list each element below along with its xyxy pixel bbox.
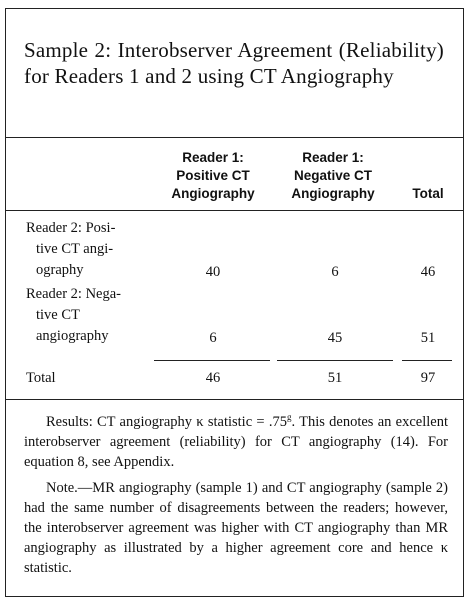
table-cell: 40 [205,264,221,280]
column-header-line: Angiography [291,186,375,201]
row-label-total [26,368,146,389]
table-cell: 51 [327,370,343,386]
results-text-continued: . This denotes an excellent interobserver agreement (reliability) for CT angiography (14). For equation 8, see Appendix. [24,414,448,470]
column-header-line: Angiography [171,186,255,201]
subtotal-divider [402,360,452,361]
column-header-line: Reader 1: [302,150,364,165]
results-note [24,412,448,472]
table-cell: 45 [327,330,343,346]
table-cell: 6 [331,264,339,280]
table-title: Sample 2: Interobserver Agreement (Reliability) for Readers 1 and 2 using CT Angiography [24,38,444,88]
table-note: Note.—MR angiography (sample 1) and CT angiography (sample 2) had the same number of disagreements between the readers; however, the interobserver agreement was higher with CT angiography than MR angiography as illustrated by a higher agreement core and hence κ statistic. [24,480,448,576]
row-label-line: ography [36,262,84,278]
subtotal-divider [154,360,270,361]
header-divider [6,210,463,211]
row-label-line: tive CT [36,307,80,323]
row-label-line: Reader 2: Posi- [26,220,116,236]
row-label-line: angiography [36,328,109,344]
subtotal-divider [277,360,393,361]
table-cell: 46 [205,370,221,386]
row-label-line: Total [26,370,56,386]
column-header-total [402,185,454,203]
column-header-reader1-negative [274,149,392,203]
column-header-line: Total [412,186,444,201]
column-header-line: Negative CT [293,168,373,183]
row-label-reader2-negative [26,284,146,347]
table-cell: 51 [420,330,436,346]
row-label-line: tive CT angi- [36,241,114,257]
table-cell: 46 [420,264,436,280]
table-frame [5,8,464,597]
column-header-line: Reader 1: [182,150,244,165]
table-bottom-divider [6,399,463,400]
title-divider [6,137,463,138]
row-label-reader2-positive [26,218,146,281]
column-header-line: Positive CT [176,168,250,183]
table-cell: 97 [420,370,436,386]
column-header-reader1-positive [154,149,272,203]
row-label-line: Reader 2: Nega- [26,286,122,302]
footnote-marker: g [286,412,292,423]
results-text: Results: CT angiography κ statistic = .75 [46,414,287,430]
table-cell: 6 [209,330,217,346]
